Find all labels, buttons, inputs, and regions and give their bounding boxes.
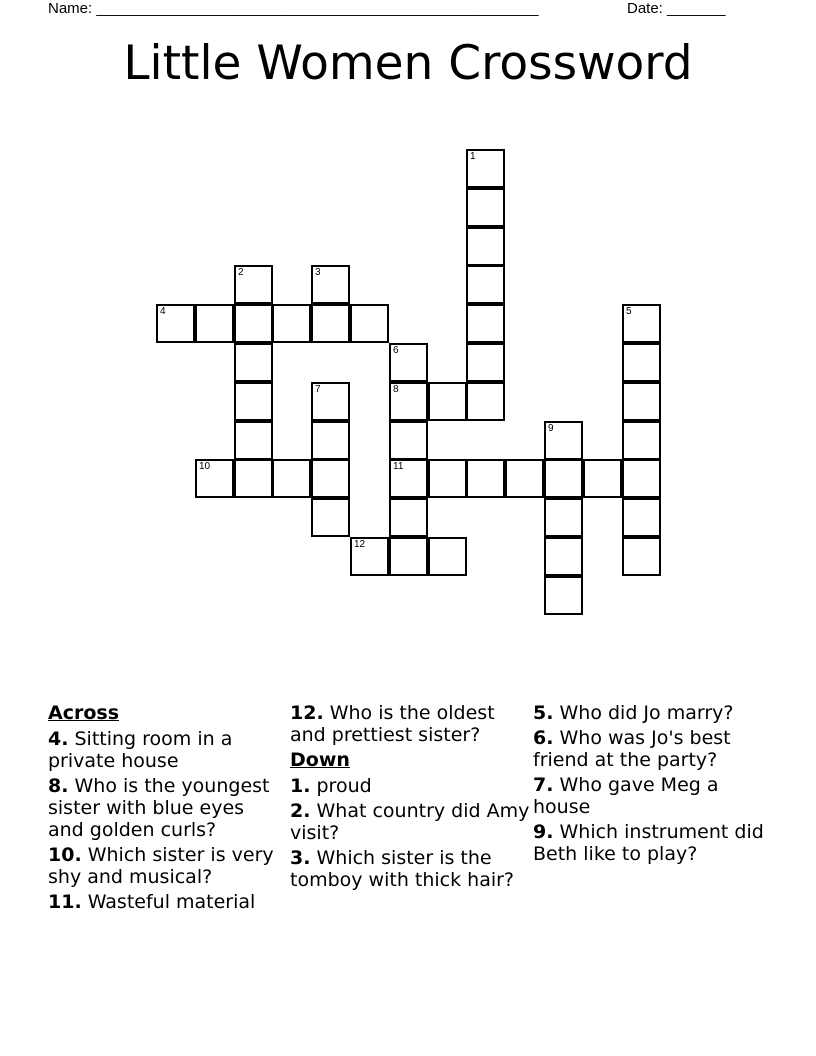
clue-item-text: Wasteful material	[87, 891, 256, 913]
clue-item-number: 11.	[48, 891, 82, 913]
clue-item	[48, 728, 283, 772]
grid-cell[interactable]	[311, 498, 350, 537]
clue-column-2	[290, 702, 530, 894]
clue-column-3	[533, 702, 773, 868]
clue-number: 3	[315, 267, 321, 278]
grid-cell[interactable]	[428, 537, 467, 576]
clue-item	[533, 821, 773, 865]
clue-item-number: 6.	[533, 727, 554, 749]
grid-cell[interactable]	[622, 459, 661, 498]
clue-item-text: Who gave Meg a house	[533, 774, 719, 818]
clue-item	[48, 891, 283, 913]
grid-cell[interactable]	[466, 227, 505, 266]
grid-cell[interactable]	[466, 149, 505, 188]
grid-cell[interactable]	[272, 459, 311, 498]
clue-item-number: 9.	[533, 821, 554, 843]
page-title: Little Women Crossword	[123, 36, 693, 91]
grid-cell[interactable]	[389, 421, 428, 460]
grid-cell[interactable]	[428, 459, 467, 498]
grid-cell[interactable]	[234, 343, 273, 382]
grid-cell[interactable]	[311, 459, 350, 498]
grid-cell[interactable]	[544, 421, 583, 460]
clue-item-text: Which instrument did Beth like to play?	[533, 821, 764, 865]
clue-item-text: What country did Amy visit?	[290, 800, 530, 844]
clue-item	[533, 774, 773, 818]
clue-item-number: 2.	[290, 800, 311, 822]
grid-cell[interactable]	[505, 459, 544, 498]
grid-cell[interactable]	[350, 537, 389, 576]
clue-number: 10	[199, 461, 211, 472]
grid-cell[interactable]	[466, 459, 505, 498]
grid-cell[interactable]	[544, 576, 583, 615]
down-heading: Down	[290, 749, 350, 771]
clue-item	[48, 775, 283, 841]
grid-cell[interactable]	[466, 188, 505, 227]
clue-number: 9	[548, 423, 554, 434]
clue-item	[290, 800, 530, 844]
grid-cell[interactable]	[195, 304, 234, 343]
grid-cell[interactable]	[544, 537, 583, 576]
grid-cell[interactable]	[466, 343, 505, 382]
clue-item	[533, 702, 773, 724]
grid-cell[interactable]	[389, 459, 428, 498]
grid-cell[interactable]	[583, 459, 622, 498]
grid-cell[interactable]	[234, 421, 273, 460]
across-clue-list-continued	[290, 702, 530, 746]
clue-number: 2	[238, 267, 244, 278]
down-clue-list	[290, 775, 530, 891]
clue-item	[48, 844, 283, 888]
clue-item-text: Which sister is the tomboy with thick hair?	[290, 847, 515, 891]
grid-cell[interactable]	[311, 421, 350, 460]
clue-number: 7	[315, 384, 321, 395]
grid-cell[interactable]	[234, 265, 273, 304]
name-field[interactable]: Name: _____________________________________________________	[48, 0, 539, 17]
clue-item-number: 3.	[290, 847, 311, 869]
grid-cell[interactable]	[195, 459, 234, 498]
clue-item	[290, 775, 530, 797]
clue-item-text: Who is the youngest sister with blue eyes and golden curls?	[48, 775, 270, 841]
header	[0, 0, 816, 20]
grid-cell[interactable]	[272, 304, 311, 343]
clue-item-text: Who did Jo marry?	[559, 702, 734, 724]
grid-cell[interactable]	[389, 382, 428, 421]
grid-cell[interactable]	[622, 304, 661, 343]
clue-number: 8	[393, 384, 399, 395]
grid-cell[interactable]	[234, 459, 273, 498]
grid-cell[interactable]	[622, 421, 661, 460]
grid-cell[interactable]	[311, 304, 350, 343]
clue-number: 1	[470, 151, 476, 162]
across-clue-list	[48, 728, 283, 913]
clue-item-number: 8.	[48, 775, 69, 797]
clue-item-number: 10.	[48, 844, 82, 866]
grid-cell[interactable]	[389, 498, 428, 537]
clue-item-number: 5.	[533, 702, 554, 724]
down-clue-list-continued	[533, 702, 773, 865]
clue-number: 4	[160, 306, 166, 317]
grid-cell[interactable]	[428, 382, 467, 421]
grid-cell[interactable]	[311, 265, 350, 304]
grid-cell[interactable]	[466, 265, 505, 304]
grid-cell[interactable]	[622, 537, 661, 576]
clue-number: 5	[626, 306, 632, 317]
clue-item-number: 12.	[290, 702, 324, 724]
grid-cell[interactable]	[544, 459, 583, 498]
grid-cell[interactable]	[234, 304, 273, 343]
grid-cell[interactable]	[544, 498, 583, 537]
clue-item-text: Who was Jo's best friend at the party?	[533, 727, 731, 771]
grid-cell[interactable]	[622, 343, 661, 382]
clue-column-1	[48, 702, 283, 916]
clue-number: 11	[393, 461, 404, 472]
clue-item-number: 1.	[290, 775, 311, 797]
clue-number: 12	[354, 539, 366, 550]
grid-cell[interactable]	[234, 382, 273, 421]
clue-item-number: 7.	[533, 774, 554, 796]
date-field[interactable]: Date: _______	[627, 0, 726, 17]
clue-item-number: 4.	[48, 728, 69, 750]
clue-item-text: proud	[316, 775, 372, 797]
clue-item	[290, 847, 530, 891]
grid-cell[interactable]	[466, 382, 505, 421]
grid-cell[interactable]	[389, 343, 428, 382]
grid-cell[interactable]	[622, 382, 661, 421]
grid-cell[interactable]	[156, 304, 195, 343]
clue-item	[290, 702, 530, 746]
grid-cell[interactable]	[350, 304, 389, 343]
clue-number: 6	[393, 345, 399, 356]
grid-cell[interactable]	[389, 537, 428, 576]
grid-cell[interactable]	[311, 382, 350, 421]
grid-cell[interactable]	[466, 304, 505, 343]
clue-item-text: Sitting room in a private house	[48, 728, 233, 772]
across-heading: Across	[48, 702, 120, 724]
grid-cell[interactable]	[622, 498, 661, 537]
clue-item	[533, 727, 773, 771]
clue-item-text: Which sister is very shy and musical?	[48, 844, 274, 888]
clue-item-text: Who is the oldest and prettiest sister?	[290, 702, 495, 746]
